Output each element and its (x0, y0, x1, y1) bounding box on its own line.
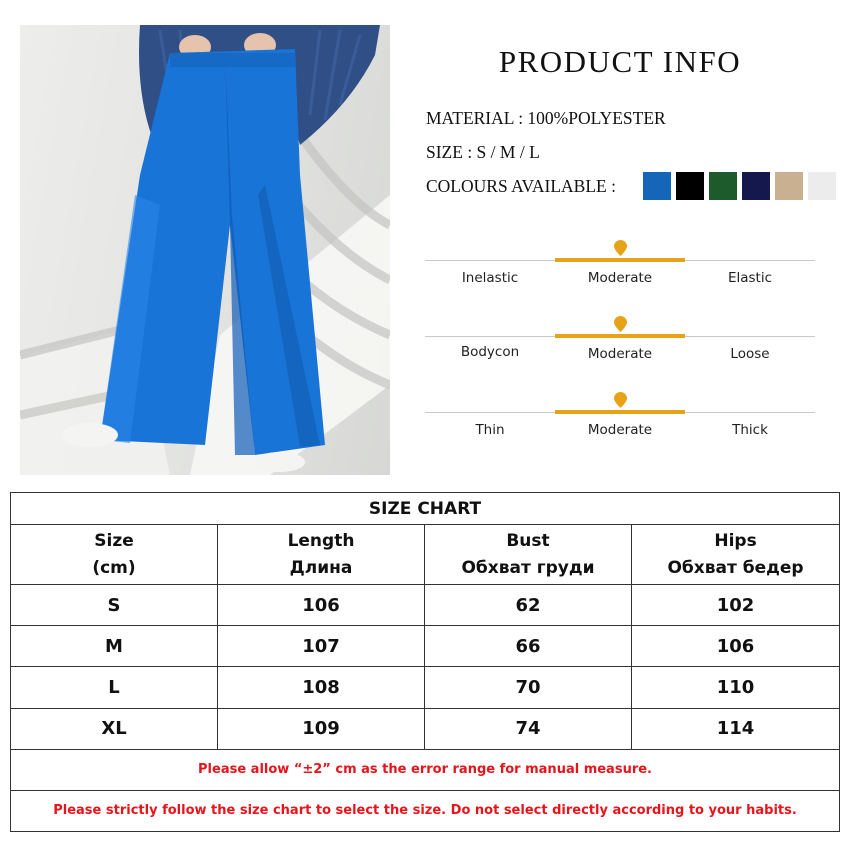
table-row (11, 585, 840, 626)
column-header-en: Hips (714, 530, 757, 551)
table-cell: 107 (218, 626, 425, 667)
white-swatch (808, 172, 836, 200)
table-cell: 110 (632, 667, 840, 708)
column-header-sub: Обхват бедер (667, 557, 804, 578)
size-chart-table (10, 492, 840, 832)
navy-swatch (742, 172, 770, 200)
column-header (425, 525, 632, 585)
scale-label-high: Thick (732, 422, 768, 438)
scale-label-low: Thin (475, 422, 505, 438)
colours-label: COLOURS AVAILABLE : (426, 176, 616, 196)
table-cell: 102 (632, 585, 840, 626)
column-header-sub: Обхват груди (461, 557, 595, 578)
scale-selected-segment (555, 410, 685, 414)
column-header-sub: Длина (289, 557, 353, 578)
table-cell: 62 (425, 585, 632, 626)
column-header-sub: (cm) (92, 557, 136, 578)
table-cell: M (11, 626, 218, 667)
size-chart-title: SIZE CHART (11, 493, 840, 525)
location-pin-icon (614, 392, 627, 408)
green-swatch (709, 172, 737, 200)
khaki-swatch (775, 172, 803, 200)
location-pin-icon (614, 240, 627, 256)
thickness-scale (425, 392, 815, 442)
size-selection-note: Please strictly follow the size chart to select the size. Do not select directly according to your habits. (11, 790, 840, 831)
scale-label-low: Inelastic (461, 270, 519, 286)
table-row (11, 626, 840, 667)
scale-label-mid: Moderate (587, 270, 653, 286)
product-photo-illustration (20, 25, 390, 475)
colour-swatches (643, 172, 836, 200)
scale-label-mid: Moderate (587, 422, 653, 438)
table-cell: L (11, 667, 218, 708)
scale-selected-segment (555, 334, 685, 338)
column-header-en: Length (287, 530, 355, 551)
table-cell: 106 (218, 585, 425, 626)
measurement-note: Please allow “±2” cm as the error range for manual measure. (11, 749, 840, 790)
table-header-row (11, 525, 840, 585)
scale-label-mid: Moderate (587, 346, 653, 362)
table-cell: 109 (218, 708, 425, 749)
table-row (11, 667, 840, 708)
scale-label-high: Loose (730, 346, 770, 362)
column-header-en: Size (94, 530, 134, 551)
table-cell: 70 (425, 667, 632, 708)
table-cell: XL (11, 708, 218, 749)
blue-swatch (643, 172, 671, 200)
table-cell: 106 (632, 626, 840, 667)
column-header (632, 525, 840, 585)
size-text: SIZE : S / M / L (426, 142, 540, 162)
column-header (218, 525, 425, 585)
table-cell: 108 (218, 667, 425, 708)
fit-scale (425, 316, 815, 366)
stretch-scale (425, 240, 815, 290)
scale-label-high: Elastic (727, 270, 773, 286)
column-header-en: Bust (506, 530, 550, 551)
scale-selected-segment (555, 258, 685, 262)
location-pin-icon (614, 316, 627, 332)
table-cell: S (11, 585, 218, 626)
scale-label-low: Bodycon (460, 344, 520, 360)
table-cell: 74 (425, 708, 632, 749)
material-text: MATERIAL : 100%POLYESTER (426, 108, 666, 128)
column-header (11, 525, 218, 585)
black-swatch (676, 172, 704, 200)
table-cell: 66 (425, 626, 632, 667)
product-info-title: PRODUCT INFO (498, 44, 742, 79)
table-cell: 114 (632, 708, 840, 749)
product-photo (20, 25, 390, 475)
table-row (11, 708, 840, 749)
